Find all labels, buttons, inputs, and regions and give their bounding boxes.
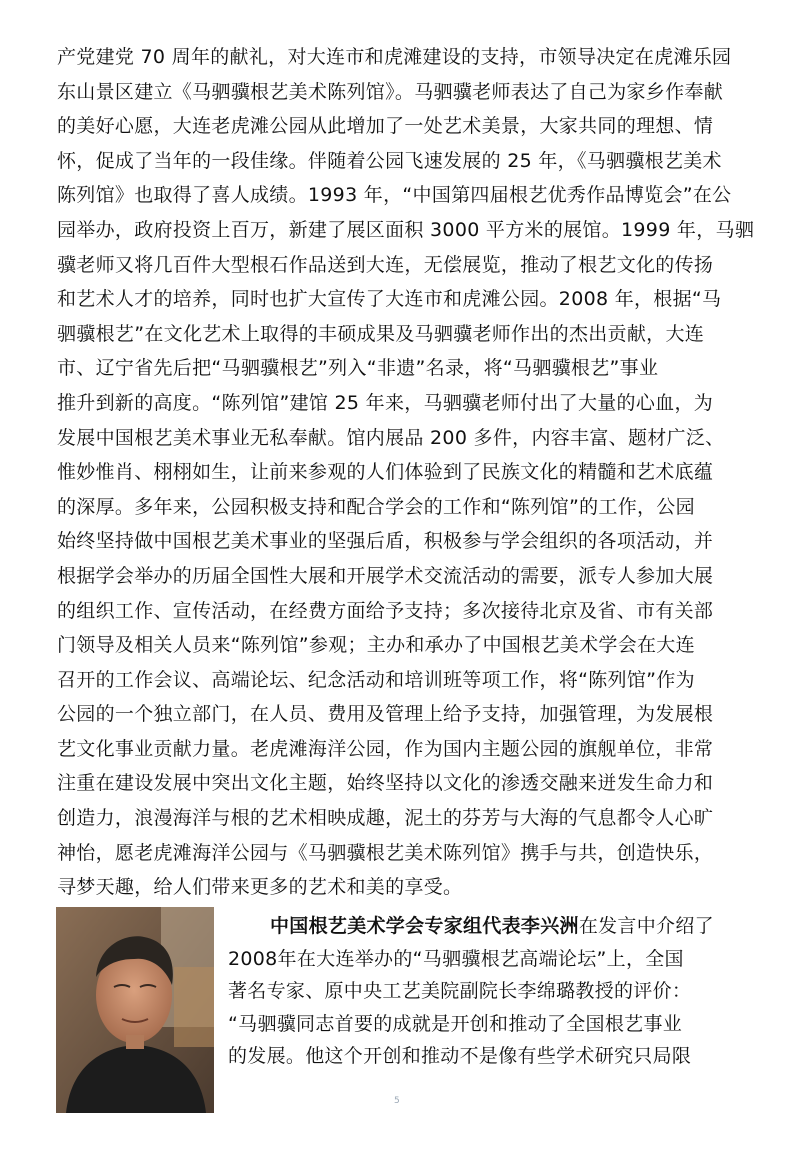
speech-line: 著名专家、原中央工艺美院副院长李绵璐教授的评价： [228,980,692,1003]
body-line: 召开的工作会议、高端论坛、纪念活动和培训班等项工作，将“陈列馆”作为 [57,668,695,691]
body-line: 和艺术人才的培养，同时也扩大宣传了大连市和虎滩公园。2008 年，根据“马 [57,288,722,311]
body-line: 根据学会举办的历届全国性大展和开展学术交流活动的需要，派专人参加大展 [57,564,714,587]
body-line: 门领导及相关人员来“陈列馆”参观；主办和承办了中国根艺美术学会在大连 [57,634,695,657]
speech-line: 的发展。他这个开创和推动不是像有些学术研究只局限 [228,1045,692,1068]
body-line: 的美好心愿，大连老虎滩公园从此增加了一处艺术美景，大家共同的理想、情 [57,115,714,138]
speech-line: 2008年在大连举办的“马驷骥根艺高端论坛”上，全国 [228,947,684,970]
body-line: 市、辽宁省先后把“马驷骥根艺”列入“非遗”名录，将“马驷骥根艺”事业 [57,357,659,380]
body-line: 神怡，愿老虎滩海洋公园与《马驷骥根艺美术陈列馆》携手与共，创造快乐， [57,841,714,864]
article-body [57,40,757,905]
body-line: 注重在建设发展中突出文化主题，始终坚持以文化的渗透交融来迸发生命力和 [57,772,714,795]
body-line: 创造力，浪漫海洋与根的艺术相映成趣，泥土的芬芳与大海的气息都令人心旷 [57,807,714,830]
body-line: 寻梦天趣，给人们带来更多的艺术和美的享受。 [57,876,463,899]
body-line: 园举办，政府投资上百万，新建了展区面积 3000 平方米的展馆。1999 年，马驷 [57,218,755,241]
speaker-portrait-image [56,907,214,1113]
body-line: 发展中国根艺美术事业无私奉献。馆内展品 200 多件，内容丰富、题材广泛、 [57,426,725,449]
body-line: 推升到新的高度。“陈列馆”建馆 25 年来，马驷骥老师付出了大量的心血，为 [57,391,714,414]
page-number: 5 [394,1096,400,1106]
body-line: 的深厚。多年来，公园积极支持和配合学会的工作和“陈列馆”的工作，公园 [57,495,695,518]
body-line: 驷骥根艺”在文化艺术上取得的丰硕成果及马驷骥老师作出的杰出贡献，大连 [57,322,705,345]
body-line: 陈列馆》也取得了喜人成绩。1993 年，“中国第四届根艺优秀作品博览会”在公 [57,184,732,207]
speech-intro: 在发言中介绍了 [578,915,714,937]
body-line: 艺文化事业贡献力量。老虎滩海洋公园，作为国内主题公园的旗舰单位，非常 [57,737,714,760]
speaker-name: 中国根艺美术学会专家组代表李兴洲 [270,915,579,937]
body-line: 的组织工作、宣传活动，在经费方面给予支持；多次接待北京及省、市有关部 [57,599,714,622]
body-line: 骥老师又将几百件大型根石作品送到大连，无偿展览，推动了根艺文化的传扬 [57,253,714,276]
body-line: 东山景区建立《马驷骥根艺美术陈列馆》。马驷骥老师表达了自己为家乡作奉献 [57,80,724,103]
body-line: 公园的一个独立部门，在人员、费用及管理上给予支持，加强管理，为发展根 [57,703,714,726]
speech-first-line [228,910,768,943]
speaker-photo [56,907,214,1113]
body-line: 惟妙惟肖、栩栩如生，让前来参观的人们体验到了民族文化的精髓和艺术底蕴 [57,461,714,484]
body-line: 始终坚持做中国根艺美术事业的坚强后盾，积极参与学会组织的各项活动，并 [57,530,714,553]
speech-line: “马驷骥同志首要的成就是开创和推动了全国根艺事业 [228,1012,683,1035]
body-line: 产党建党 70 周年的献礼，对大连市和虎滩建设的支持，市领导决定在虎滩乐园 [57,46,732,68]
speech-paragraph [228,910,768,1073]
body-line: 怀，促成了当年的一段佳缘。伴随着公园飞速发展的 25 年，《马驷骥根艺美术 [57,149,722,172]
